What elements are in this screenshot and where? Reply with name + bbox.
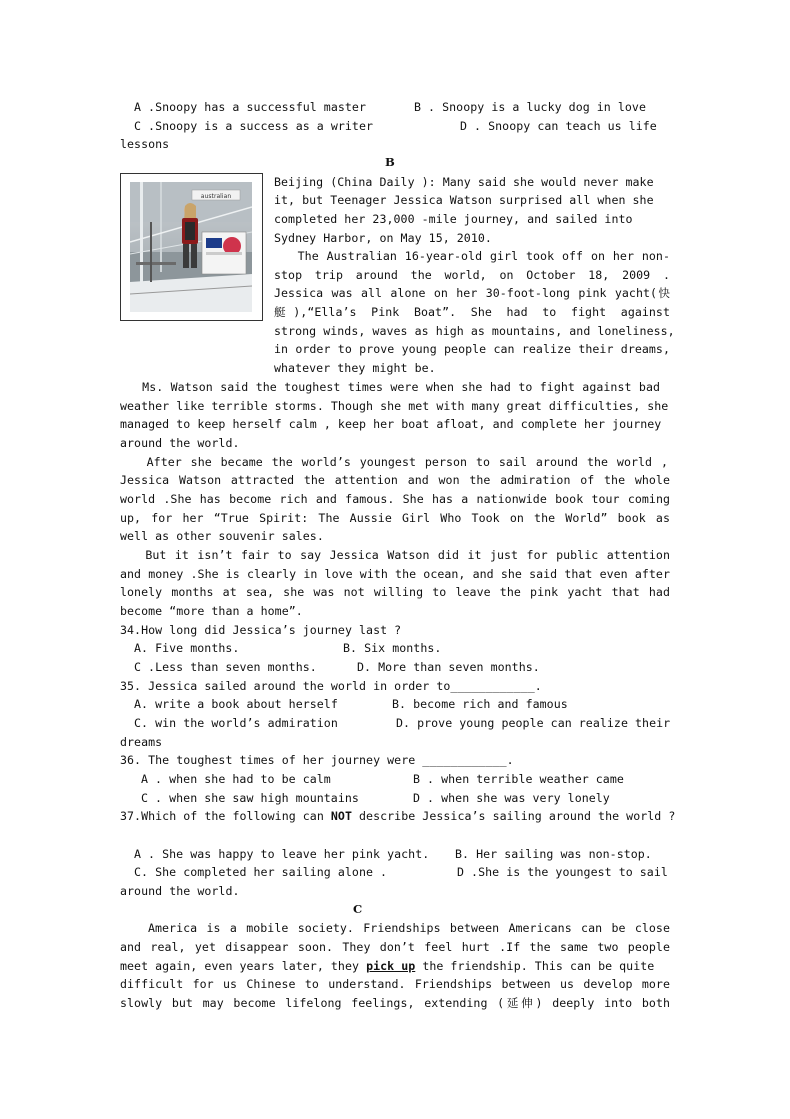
yacht-illustration	[130, 182, 252, 312]
intro-line-4: Sydney Harbor, on May 15, 2010.	[274, 231, 492, 245]
body-line-8: up, for her “True Spirit: The Aussie Girl Who Took on the World” book as	[120, 511, 670, 525]
q37-option-b: B. Her sailing was non-stop.	[455, 847, 652, 861]
body-line-13: become “more than a home”.	[120, 604, 303, 618]
body-line-7: world .She has become rich and famous. She has a nationwide book tour coming	[120, 492, 670, 506]
body-line-5: After she became the world’s youngest person to sail around the world ,	[120, 455, 668, 469]
q35-option-d-continued: dreams	[120, 735, 163, 749]
q35-option-d: D. prove young people can realize their	[396, 716, 671, 730]
intro-line-8: 艇),“Ella’s Pink Boat”. She had to fight against	[274, 305, 670, 319]
q33-option-a: A .Snoopy has a successful master	[134, 100, 366, 114]
intro-line-2: it, but Teenager Jessica Watson surprised all when she	[274, 193, 654, 207]
body-line-6: Jessica Watson attracted the attention and won the admiration of the whole	[120, 473, 670, 487]
body-line-9: well as other souvenir sales.	[120, 529, 324, 543]
section-c-line-1: America is a mobile society. Friendships between Americans can be close	[120, 921, 670, 935]
section-c-line-4: difficult for us Chinese to understand. Friendships between us develop more	[120, 977, 670, 991]
section-c-line-3	[120, 959, 670, 973]
q35-option-a: A. write a book about herself	[134, 697, 338, 711]
section-c-line-5: slowly but may become lifelong feelings, extending (延伸) deeply into both	[120, 996, 670, 1010]
q35-option-c: C. win the world’s admiration	[134, 716, 338, 730]
intro-line-11: whatever they might be.	[274, 361, 436, 375]
q36-option-c: C . when she saw high mountains	[141, 791, 359, 805]
section-c-line-3-end: the friendship. This can be quite	[422, 959, 655, 973]
body-line-2: weather like terrible storms. Though she met with many great difficulties, she	[120, 399, 669, 413]
q35-blank: ____________	[450, 679, 535, 693]
q36-option-a: A . when she had to be calm	[141, 772, 331, 786]
q37-not-keyword: NOT	[330, 809, 352, 823]
q34-option-a: A. Five months.	[134, 641, 240, 655]
q33-option-b: B . Snoopy is a lucky dog in love	[414, 100, 646, 114]
q35-stem: 35. Jessica sailed around the world in order to	[120, 679, 451, 693]
q37-option-a: A . She was happy to leave her pink yacht.	[134, 847, 430, 861]
q33-option-d: D . Snoopy can teach us life	[460, 119, 657, 133]
q33-option-d-continued: lessons	[120, 137, 170, 151]
q34-option-b: B. Six months.	[343, 641, 442, 655]
body-line-3: managed to keep herself calm , keep her boat afloat, and complete her journey	[120, 417, 662, 431]
intro-line-9: strong winds, waves as high as mountains, and loneliness,	[274, 324, 675, 338]
body-line-10: But it isn’t fair to say Jessica Watson did it just for public attention	[120, 548, 670, 562]
q37-stem-line	[120, 809, 675, 823]
q37-option-d: D .She is the youngest to sail	[457, 865, 668, 879]
intro-line-7: Jessica was all alone on her 30-foot-long pink yacht(快	[274, 286, 670, 300]
q36-stem: 36. The toughest times of her journey were	[120, 753, 416, 767]
q37-option-d-continued: around the world.	[120, 884, 240, 898]
body-line-12: lonely months at sea, she was not willing to leave the pink yacht that had	[120, 585, 670, 599]
intro-line-10: in order to prove young people can realize their dreams,	[274, 342, 670, 356]
section-c-line-2: and real, yet disappear soon. They don’t feel hurt .If the same two people	[120, 940, 670, 954]
article-photo-frame	[120, 173, 263, 321]
q36-option-b: B . when terrible weather came	[413, 772, 624, 786]
q36-option-d: D . when she was very lonely	[413, 791, 610, 805]
q35-option-b: B. become rich and famous	[392, 697, 568, 711]
q34-option-c: C .Less than seven months.	[134, 660, 317, 674]
body-line-11: and money .She is clearly in love with the ocean, and she said that even after	[120, 567, 670, 581]
intro-line-6: stop trip around the world, on October 18, 2009 .	[274, 268, 670, 282]
section-c-label: C	[353, 902, 363, 916]
q34-option-d: D. More than seven months.	[357, 660, 540, 674]
q33-option-c: C .Snoopy is a success as a writer	[134, 119, 374, 133]
body-line-1: Ms. Watson said the toughest times were when she had to fight against bad	[120, 380, 660, 394]
body-line-4: around the world.	[120, 436, 240, 450]
section-c-line-3-start: meet again, even years later, they	[120, 959, 360, 973]
section-b-label: B	[385, 155, 395, 169]
pick-up-phrase: pick up	[366, 959, 416, 973]
intro-line-1: Beijing (China Daily ): Many said she would never make	[274, 175, 654, 189]
q36-stem-end: .	[506, 753, 514, 767]
q37-option-c: C. She completed her sailing alone .	[134, 865, 388, 879]
q35-stem-line	[120, 679, 542, 693]
q37-stem-start: 37.Which of the following can	[120, 809, 324, 823]
sailing-yacht-photo	[130, 182, 252, 312]
q34-stem: 34.How long did Jessica’s journey last ?	[120, 623, 402, 637]
q37-stem-end: describe Jessica’s sailing around the world ?	[359, 809, 676, 823]
intro-line-3: completed her 23,000 -mile journey, and sailed into	[274, 212, 633, 226]
intro-line-5: The Australian 16-year-old girl took off on her non-	[274, 249, 670, 263]
yacht-sign-text: australian	[200, 193, 232, 200]
q36-stem-line	[120, 753, 514, 767]
q35-stem-end: .	[534, 679, 542, 693]
q36-blank: ____________	[422, 753, 507, 767]
